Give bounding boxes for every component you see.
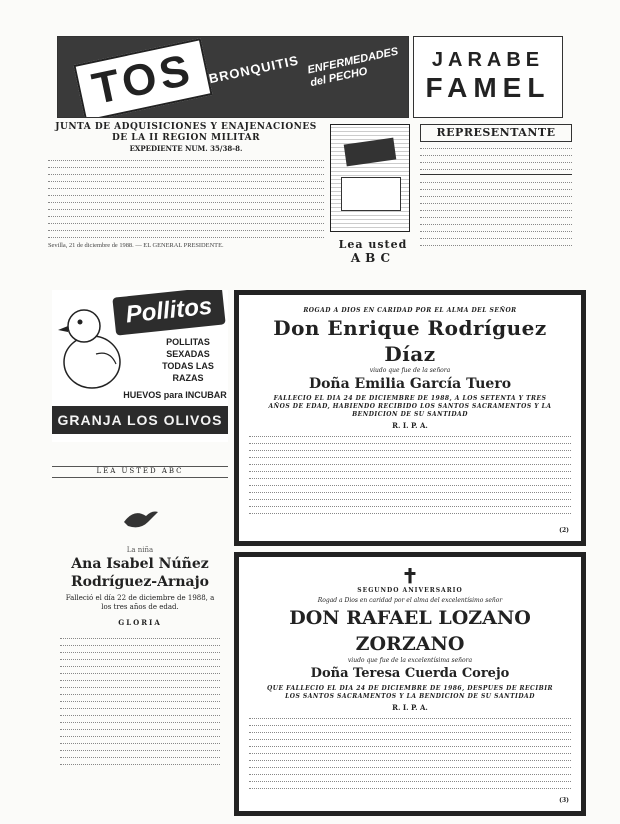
obituary-left bbox=[52, 490, 228, 816]
abc-cover-thumbnail bbox=[330, 124, 410, 232]
obit1-rip: R. I. P. A. bbox=[392, 421, 428, 430]
tos-logo: TOS bbox=[73, 38, 212, 118]
junta-notice bbox=[48, 122, 324, 282]
obit1-spouse: Doña Emilia García Tuero bbox=[308, 376, 512, 392]
obit1-number: (2) bbox=[559, 527, 569, 534]
obit2-header: SEGUNDO ANIVERSARIO bbox=[357, 587, 463, 594]
obit1-body bbox=[249, 433, 571, 514]
bronquitis-text: BRONQUITIS bbox=[207, 52, 301, 87]
dove-icon bbox=[120, 504, 160, 534]
junta-title: JUNTA DE ADQUISICIONES Y ENAJENACIONES bbox=[55, 122, 317, 132]
obit-left-gloria: GLORIA bbox=[118, 618, 162, 627]
huevos-text: HUEVOS para INCUBAR bbox=[123, 390, 227, 400]
obit2-rogad: Rogad a Dios en caridad por el alma del excelentísimo señor bbox=[317, 597, 503, 604]
tos-bronquitis-ad bbox=[57, 36, 409, 118]
granja-footer: GRANJA LOS OLIVOS bbox=[52, 406, 228, 434]
obit-left-name-2: Rodríguez-Arnajo bbox=[71, 574, 209, 590]
cross-icon: ✝ bbox=[401, 564, 419, 588]
junta-subtitle: DE LA II REGION MILITAR bbox=[111, 133, 261, 143]
pollitos-logo: Pollitos bbox=[112, 290, 225, 336]
obit2-name: DON RAFAEL LOZANO ZORZANO bbox=[289, 607, 531, 655]
obit1-subtitle: viudo que fue de la señora bbox=[369, 367, 451, 374]
jarabe-famel-ad bbox=[413, 36, 563, 118]
obit2-spouse: Doña Teresa Cuerda Corejo bbox=[310, 666, 510, 681]
obituary-enrique bbox=[234, 290, 586, 546]
lea-usted-text: Lea usted bbox=[338, 238, 408, 251]
obit-left-name-1: Ana Isabel Núñez bbox=[71, 556, 209, 572]
junta-expediente: EXPEDIENTE NUM. 35/38-8. bbox=[129, 144, 243, 153]
obit-left-died: Falleció el día 22 de diciembre de 1988, a los tres años de edad. bbox=[65, 594, 215, 611]
junta-body-lines bbox=[48, 157, 324, 238]
obit1-header: ROGAD A DIOS EN CARIDAD POR EL ALMA DEL SEÑOR bbox=[303, 307, 517, 314]
representante-body bbox=[420, 145, 572, 246]
pollitos-lines: POLLITAS SEXADAS TODAS LAS RAZAS bbox=[162, 337, 214, 383]
obit2-number: (3) bbox=[559, 797, 569, 804]
representante-title: REPRESENTANTE bbox=[420, 124, 572, 142]
famel-label: FAMEL bbox=[425, 72, 551, 103]
obit-left-prefix: La niña bbox=[126, 546, 154, 554]
obituary-rafael bbox=[234, 552, 586, 816]
pollitos-ad bbox=[52, 290, 228, 442]
obit2-body bbox=[249, 715, 571, 789]
obit2-detail: QUE FALLECIO EL DIA 24 DE DICIEMBRE DE 1986, DESPUES DE RECIBIR LOS SANTOS SACRAMENTOS Y LA BENDICION DE SU SANTIDAD bbox=[266, 685, 554, 700]
lea-usted-abc-strip: LEA USTED ABC bbox=[52, 466, 228, 478]
obit-left-body bbox=[60, 632, 220, 768]
jarabe-label: JARABE bbox=[431, 49, 545, 71]
obit2-subtitle: viudo que fue de la excelentísima señora bbox=[347, 657, 473, 664]
obit1-detail: FALLECIO EL DIA 24 DE DICIEMBRE DE 1988, A LOS SETENTA Y TRES AÑOS DE EDAD, HABIENDO RECIBIDO LOS SANTOS SACRAMENTOS Y LA BENDICION DE SU SANTIDAD bbox=[268, 395, 552, 418]
junta-signature: Sevilla, 21 de diciembre de 1988. — EL GENERAL PRESIDENTE. bbox=[48, 242, 224, 249]
obit1-name: Don Enrique Rodríguez Díaz bbox=[273, 316, 547, 366]
enfermedades-pecho-text: ENFERMEDADES del PECHO bbox=[306, 45, 400, 90]
representante-column bbox=[420, 124, 572, 284]
obit2-rip: R. I. P. A. bbox=[392, 703, 428, 712]
lea-abc-ad bbox=[330, 124, 416, 282]
abc-text: ABC bbox=[350, 251, 396, 265]
